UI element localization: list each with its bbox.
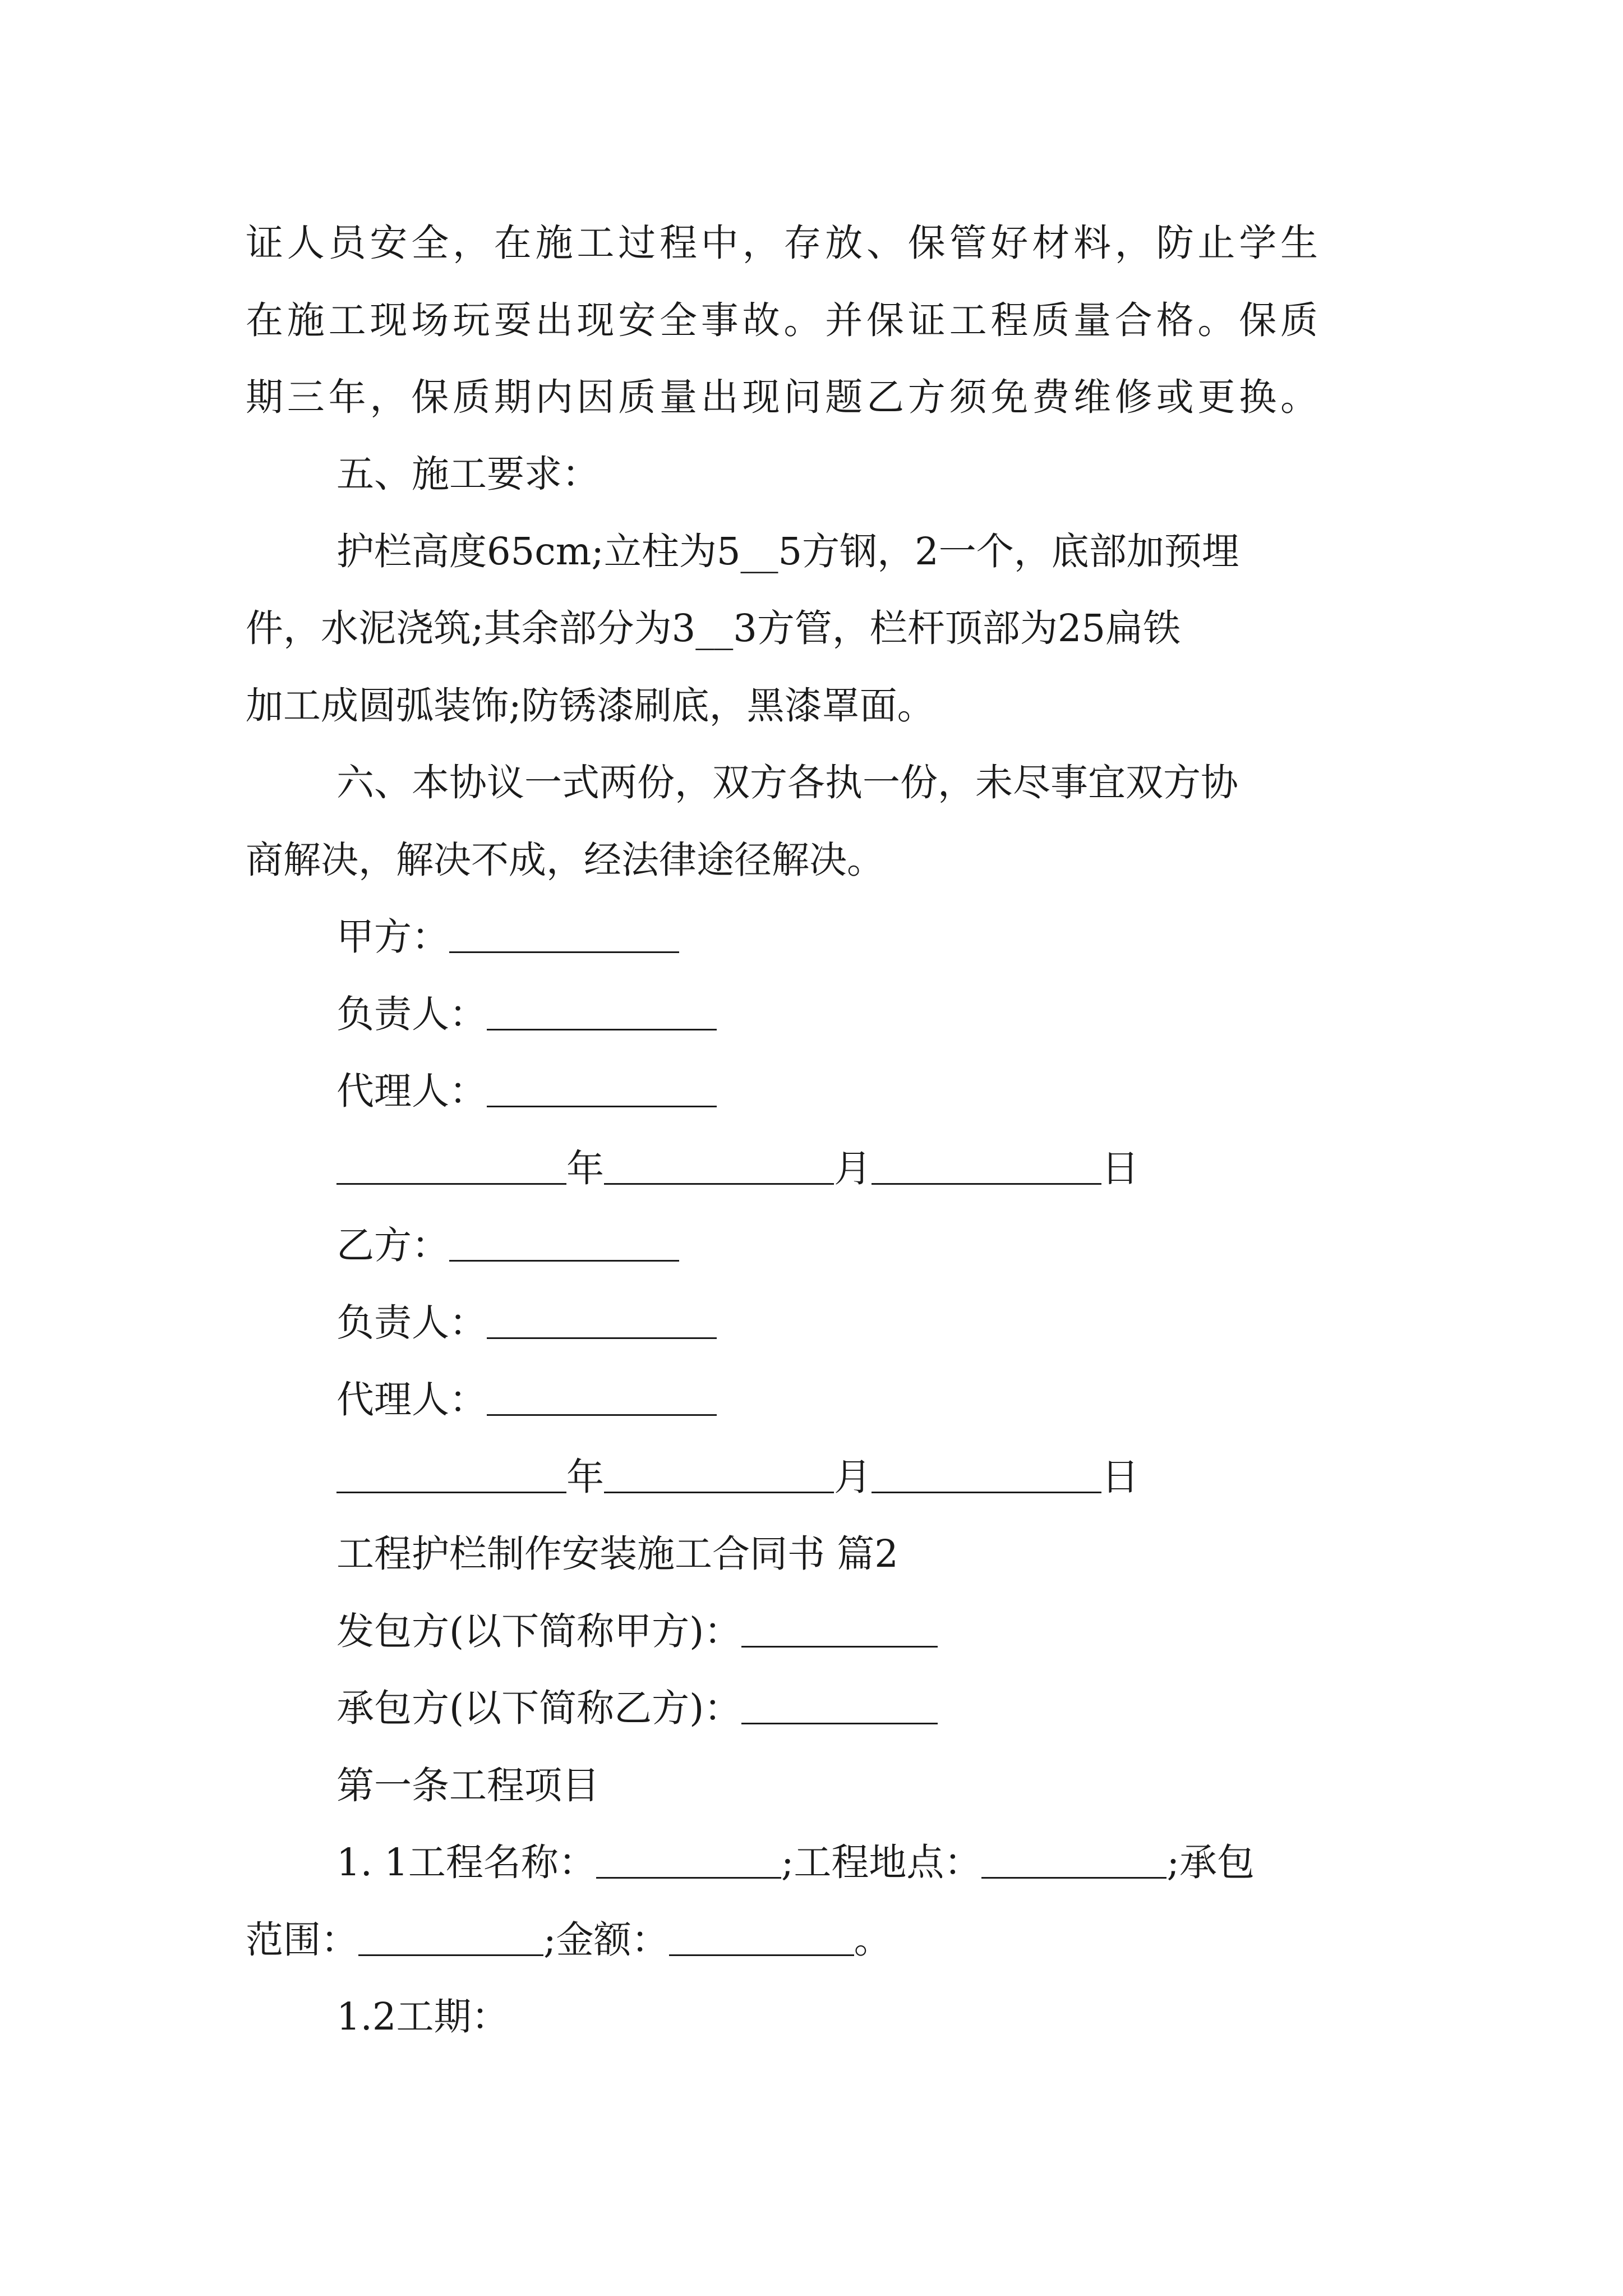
paragraph-line: 件，水泥浇筑;其余部分为3__3方管，栏杆顶部为25扁铁	[246, 606, 1181, 650]
blank-line	[449, 919, 679, 953]
party-b-date-line	[336, 1452, 1139, 1502]
blank-line	[604, 1459, 834, 1493]
blank-line	[872, 1459, 1101, 1493]
paragraph-line: 护栏高度65cm;立柱为5__5方钢，2一个，底部加预埋	[336, 530, 1239, 573]
blank-line	[358, 1922, 543, 1956]
blank-line	[741, 1690, 938, 1724]
agent-label: 代理人：	[336, 1378, 487, 1421]
party-b-agent-line	[336, 1374, 717, 1425]
date-day-label: 日	[1101, 1455, 1139, 1499]
date-month-label: 月	[834, 1455, 872, 1499]
responsible-label: 负责人：	[336, 992, 487, 1036]
blank-line	[669, 1922, 854, 1956]
blank-line	[872, 1151, 1101, 1185]
blank-line	[487, 996, 717, 1030]
party-a-signature-line	[336, 912, 679, 962]
employer-label: 发包方(以下简称甲方)：	[336, 1609, 742, 1653]
item-1-1-cont-line	[246, 1915, 892, 1965]
blank-line	[604, 1151, 834, 1185]
blank-line	[741, 1613, 938, 1648]
scope-label-cont: 范围：	[246, 1918, 358, 1962]
date-year-label: 年	[566, 1147, 604, 1190]
amount-label: ;金额：	[543, 1918, 669, 1962]
blank-line	[487, 1382, 717, 1416]
party-b-responsible-line	[336, 1297, 717, 1348]
section-title: 工程护栏制作安装施工合同书 篇2	[336, 1532, 898, 1576]
date-month-label: 月	[834, 1147, 872, 1190]
paragraph-line: 加工成圆弧装饰;防锈漆刷底，黑漆罩面。	[246, 684, 935, 728]
blank-line	[981, 1844, 1166, 1879]
paragraph-line: 在施工现场玩耍出现安全事故。并保证工程质量合格。保质	[246, 298, 1322, 342]
paragraph-line: 六、本协议一式两份，双方各执一份，未尽事宜双方协	[336, 761, 1238, 804]
section-heading: 五、施工要求：	[336, 452, 600, 496]
item-1-1-line	[336, 1837, 1255, 1888]
project-name-label: 工程名称：	[408, 1841, 596, 1884]
article-title: 第一条工程项目	[336, 1764, 600, 1807]
blank-line	[487, 1073, 717, 1107]
paragraph-line: 期三年，保质期内因质量出现问题乙方须免费维修或更换。	[246, 375, 1322, 419]
contractor-label: 承包方(以下简称乙方)：	[336, 1686, 742, 1730]
blank-line	[336, 1459, 566, 1493]
project-location-label: ;工程地点：	[781, 1841, 982, 1884]
party-b-label: 乙方：	[336, 1223, 449, 1267]
party-b-signature-line	[336, 1220, 679, 1271]
contractor-line	[336, 1683, 938, 1733]
date-day-label: 日	[1101, 1147, 1139, 1190]
party-a-responsible-line	[336, 989, 717, 1039]
party-a-label: 甲方：	[336, 915, 449, 959]
blank-line	[449, 1227, 679, 1262]
scope-label: ;承包	[1166, 1841, 1255, 1884]
item-number: 1. 1	[336, 1841, 408, 1884]
blank-line	[487, 1305, 717, 1339]
item-1-2-line: 1.2工期：	[336, 1995, 509, 2039]
paragraph-line: 商解决，解决不成，经法律途径解决。	[246, 838, 884, 882]
paragraph-line: 证人员安全，在施工过程中，存放、保管好材料，防止学生	[246, 221, 1322, 265]
party-a-agent-line	[336, 1066, 717, 1116]
blank-line	[336, 1151, 566, 1185]
agent-label: 代理人：	[336, 1069, 487, 1113]
end-mark: 。	[854, 1918, 892, 1962]
date-year-label: 年	[566, 1455, 604, 1499]
party-a-date-line	[336, 1143, 1139, 1194]
blank-line	[596, 1844, 781, 1879]
employer-line	[336, 1606, 938, 1657]
responsible-label: 负责人：	[336, 1301, 487, 1345]
